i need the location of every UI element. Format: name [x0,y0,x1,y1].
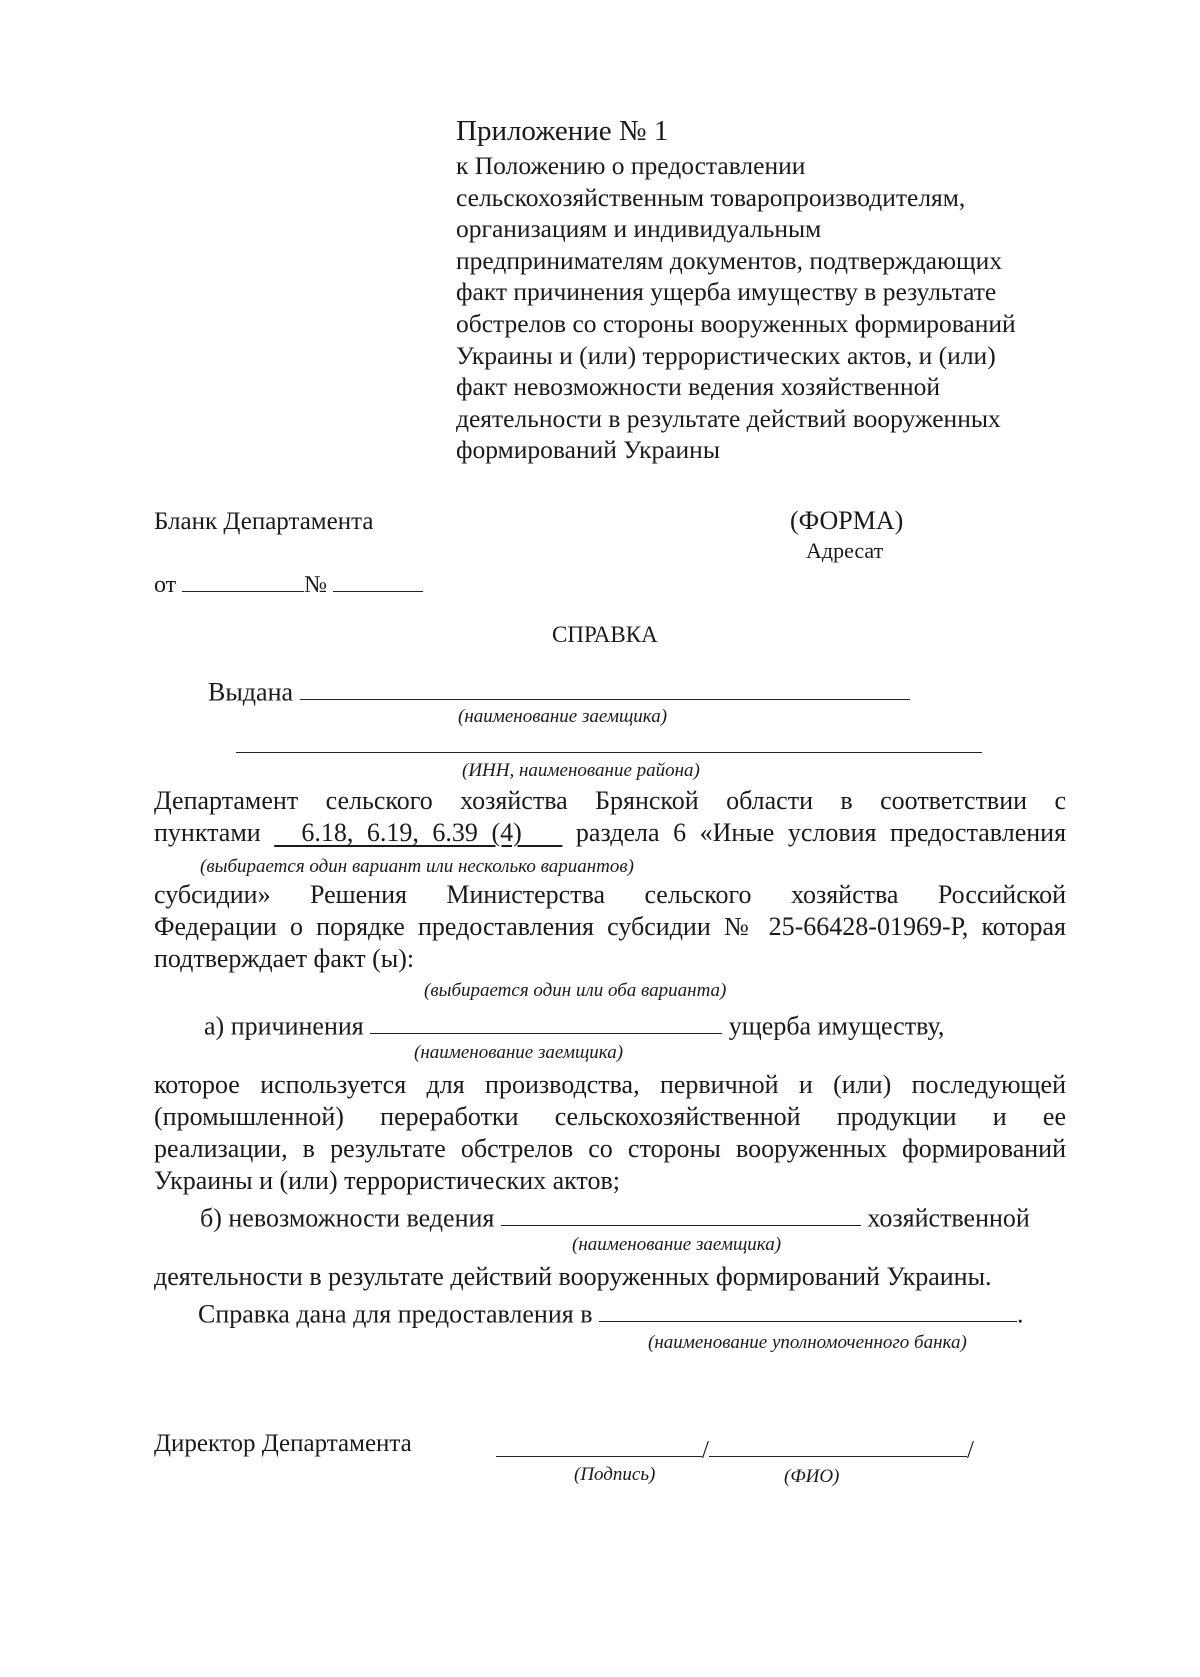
blank-label: Бланк Департамента [154,508,374,535]
para1-line3: субсидии» Решения Министерства сельского хозяйства Российской [154,880,1066,909]
option-b-end: хозяйственной [867,1203,1030,1233]
option-a-text-line: Украины и (или) террористических актов; [154,1166,620,1195]
option-a-borrower-field[interactable] [370,1006,722,1034]
option-b-borrower-field[interactable] [501,1198,861,1226]
caption-option-b: (наименование заемщика) [572,1234,782,1255]
date-number-line [154,566,423,599]
section-text: раздела 6 «Иные условия предоставления [575,818,1067,847]
purpose-label: Справка дана для предоставления в [198,1299,593,1329]
number-field[interactable] [333,566,423,592]
appendix-line: формирований Украины [456,435,720,465]
addressee-label: Адресат [806,538,884,563]
purpose-line [198,1294,1024,1329]
para1-line4: Федерации о порядке предоставления субсидии № 25-66428-01969-Р, которая [154,912,1066,941]
signature-field[interactable] [496,1430,702,1457]
signature-slash: / [702,1436,709,1464]
caption-borrower-name: (наименование заемщика) [458,706,668,727]
points-text: 6.18, 6.19, 6.39 (4) [301,818,522,847]
points-label: пунктами [154,818,261,847]
purpose-end: . [1017,1299,1024,1329]
para1-line1: Департамент сельского хозяйства Брянской области в соответствии с [154,786,1066,815]
number-label: № [304,572,328,599]
appendix-line: предпринимателям документов, подтверждающих [456,245,1003,275]
option-a-text-line: реализации, в результате обстрелов со стороны вооруженных формирований [154,1134,1066,1163]
signature-slash: / [966,1436,974,1464]
from-label: от [154,572,177,599]
bank-field[interactable] [599,1294,1017,1322]
director-label: Директор Департамента [154,1430,412,1457]
appendix-line: к Положению о предоставлении [456,151,806,180]
option-a-label: а) причинения [204,1011,364,1041]
points-value[interactable] [274,818,562,847]
caption-options: (выбирается один или оба варианта) [424,980,727,1001]
inn-field[interactable] [236,752,982,753]
appendix-line: факт невозможности ведения хозяйственной [456,372,940,402]
caption-points: (выбирается один вариант или несколько вариантов) [200,856,634,877]
appendix-title: Приложение № 1 [456,115,669,147]
full-name-field[interactable] [709,1430,967,1457]
para1-line5: подтверждает факт (ы): [154,944,415,973]
option-b-line [200,1198,1030,1233]
para1-line2 [154,818,1066,848]
appendix-block [456,112,1096,466]
appendix-line: обстрелов со стороны вооруженных формирований [456,308,1016,338]
option-a-text-line: (промышленной) переработки сельскохозяйственной продукции и ее [154,1102,1066,1131]
appendix-line: сельскохозяйственным товаропроизводителям, [456,182,966,212]
caption-bank: (наименование уполномоченного банка) [648,1332,967,1353]
option-a-end: ущерба имуществу, [728,1011,945,1041]
option-b-text-line: деятельности в результате действий вооруженных формирований Украины. [154,1262,992,1291]
option-b-label: б) невозможности ведения [200,1203,495,1233]
appendix-line: факт причинения ущерба имуществу в результате [456,277,997,307]
appendix-line: деятельности в результате действий вооруженных [456,403,1001,433]
caption-option-a: (наименование заемщика) [414,1042,624,1063]
option-a-text-line: которое используется для производства, первичной и (или) последующей [154,1070,1066,1099]
issued-line [208,672,910,707]
option-a-line [204,1006,944,1041]
form-label: (ФОРМА) [790,506,904,535]
issued-label: Выдана [208,677,294,707]
signature-line [496,1430,974,1464]
doc-title: СПРАВКА [552,622,658,647]
appendix-line: Украины и (или) террористических актов, и (или) [456,340,996,370]
borrower-name-field[interactable] [300,672,910,700]
caption-inn: (ИНН, наименование района) [462,760,700,781]
appendix-line: организациям и индивидуальным [456,214,822,244]
date-field[interactable] [182,566,304,592]
caption-full-name: (ФИО) [784,1466,840,1487]
caption-signature: (Подпись) [574,1464,656,1485]
